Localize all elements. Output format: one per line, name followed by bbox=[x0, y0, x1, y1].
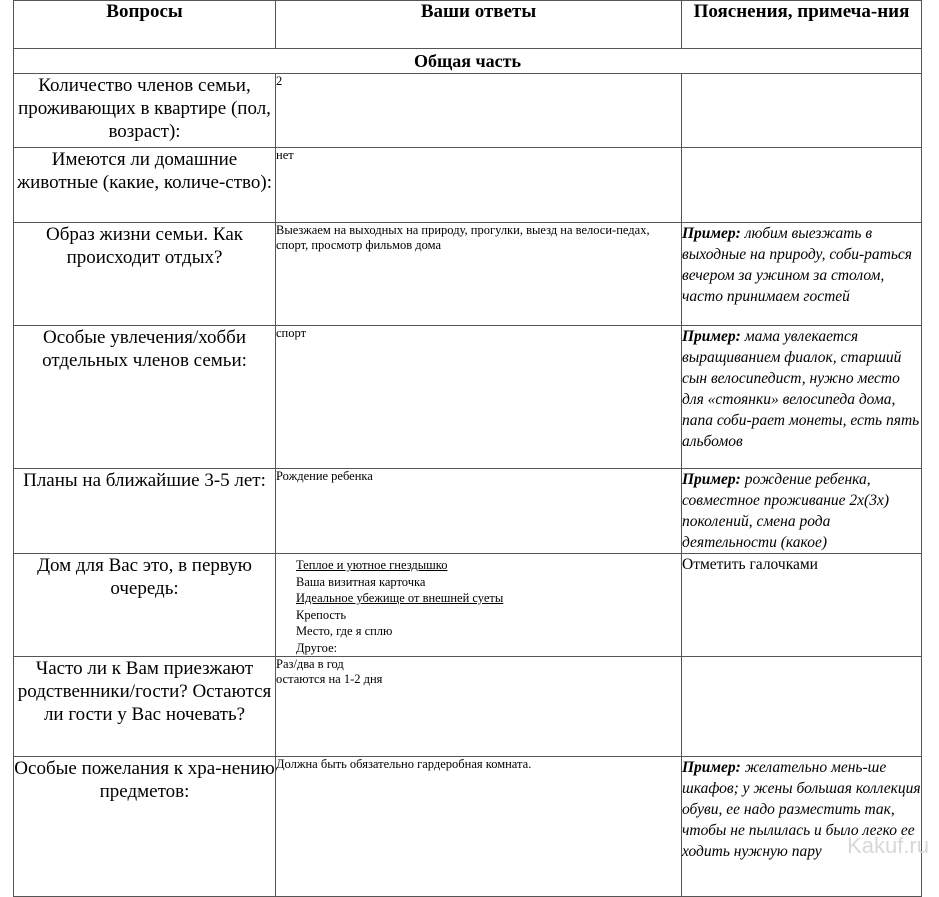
note-cell[interactable] bbox=[682, 74, 922, 148]
questionnaire-table bbox=[13, 0, 922, 897]
option-fortress[interactable]: Крепость bbox=[296, 607, 347, 622]
table-row bbox=[14, 554, 922, 657]
note-cell[interactable] bbox=[682, 326, 922, 469]
note-cell[interactable] bbox=[682, 223, 922, 326]
option-cozy-nest[interactable]: Теплое и уютное гнездышко bbox=[296, 558, 448, 572]
note-cell[interactable]: Отметить галочками bbox=[682, 554, 922, 657]
note-label: Пример: bbox=[682, 759, 741, 776]
header-row bbox=[14, 1, 922, 49]
question-cell: Дом для Вас это, в первую очередь: bbox=[14, 554, 276, 657]
table-row bbox=[14, 223, 922, 326]
table-row bbox=[14, 469, 922, 554]
question-cell: Особые пожелания к хра-нению предметов: bbox=[14, 757, 276, 897]
question-cell: Образ жизни семьи. Как происходит отдых? bbox=[14, 223, 276, 326]
answer-cell[interactable]: Рождение ребенка bbox=[276, 469, 682, 554]
note-text: мама увлекается выращиванием фиалок, старший сын велосипедист, нужно место для «стоянки» велосипеда дома, папа соби-рает монеты, есть пять альбомов bbox=[682, 328, 920, 450]
question-cell: Часто ли к Вам приезжают родственники/гости? Остаются ли гости у Вас ночевать? bbox=[14, 657, 276, 757]
table-row bbox=[14, 148, 922, 223]
answer-cell[interactable]: спорт bbox=[276, 326, 682, 469]
question-cell: Планы на ближайшие 3-5 лет: bbox=[14, 469, 276, 554]
note-cell[interactable] bbox=[682, 657, 922, 757]
table-row bbox=[14, 74, 922, 148]
option-sleep-place[interactable]: Место, где я сплю bbox=[296, 624, 393, 638]
section-row bbox=[14, 49, 922, 74]
table-row bbox=[14, 326, 922, 469]
header-questions: Вопросы bbox=[14, 1, 276, 49]
section-title: Общая часть bbox=[14, 49, 922, 74]
question-cell: Количество членов семьи, проживающих в квартире (пол, возраст): bbox=[14, 74, 276, 148]
option-refuge[interactable]: Идеальное убежище от внешней суеты bbox=[296, 591, 504, 605]
header-notes: Пояснения, примеча-ния bbox=[682, 1, 922, 49]
note-label: Пример: bbox=[682, 328, 741, 345]
note-cell[interactable] bbox=[682, 148, 922, 223]
question-cell: Имеются ли домашние животные (какие, количе-ство): bbox=[14, 148, 276, 223]
question-cell: Особые увлечения/хобби отдельных членов семьи: bbox=[14, 326, 276, 469]
answer-options[interactable] bbox=[276, 554, 682, 657]
answer-cell[interactable]: Должна быть обязательно гардеробная комната. bbox=[276, 757, 682, 897]
note-label: Пример: bbox=[682, 471, 741, 488]
answer-line: Раз/два в год bbox=[276, 657, 344, 671]
answer-cell[interactable]: нет bbox=[276, 148, 682, 223]
answer-cell[interactable] bbox=[276, 657, 682, 757]
answer-line: остаются на 1-2 дня bbox=[276, 672, 383, 686]
option-business-card[interactable]: Ваша визитная карточка bbox=[296, 574, 426, 589]
note-cell[interactable] bbox=[682, 469, 922, 554]
answer-cell[interactable]: Выезжаем на выходных на природу, прогулки, выезд на велоси-педах, спорт, просмотр фильмов дома bbox=[276, 223, 682, 326]
note-text: рождение ребенка, совместное проживание 2х(3х) поколений, смена рода деятельности (какое) bbox=[682, 471, 889, 551]
watermark-logo: Kakuf.ru bbox=[847, 833, 929, 858]
option-other[interactable]: Другое: bbox=[296, 640, 338, 655]
table-row bbox=[14, 757, 922, 897]
answer-cell[interactable]: 2 bbox=[276, 74, 682, 148]
table-row bbox=[14, 657, 922, 757]
note-cell[interactable] bbox=[682, 757, 922, 897]
header-answers: Ваши ответы bbox=[276, 1, 682, 49]
note-text: желательно мень-ше шкафов; у жены большая коллекция обуви, ее надо разместить так, чтобы не пылилась и было легко ее ходить нужную пару bbox=[682, 759, 921, 860]
note-text: любим выезжать в выходные на природу, соби-раться вечером за ужином за столом, часто принимаем гостей bbox=[682, 225, 912, 305]
note-label: Пример: bbox=[682, 225, 741, 242]
